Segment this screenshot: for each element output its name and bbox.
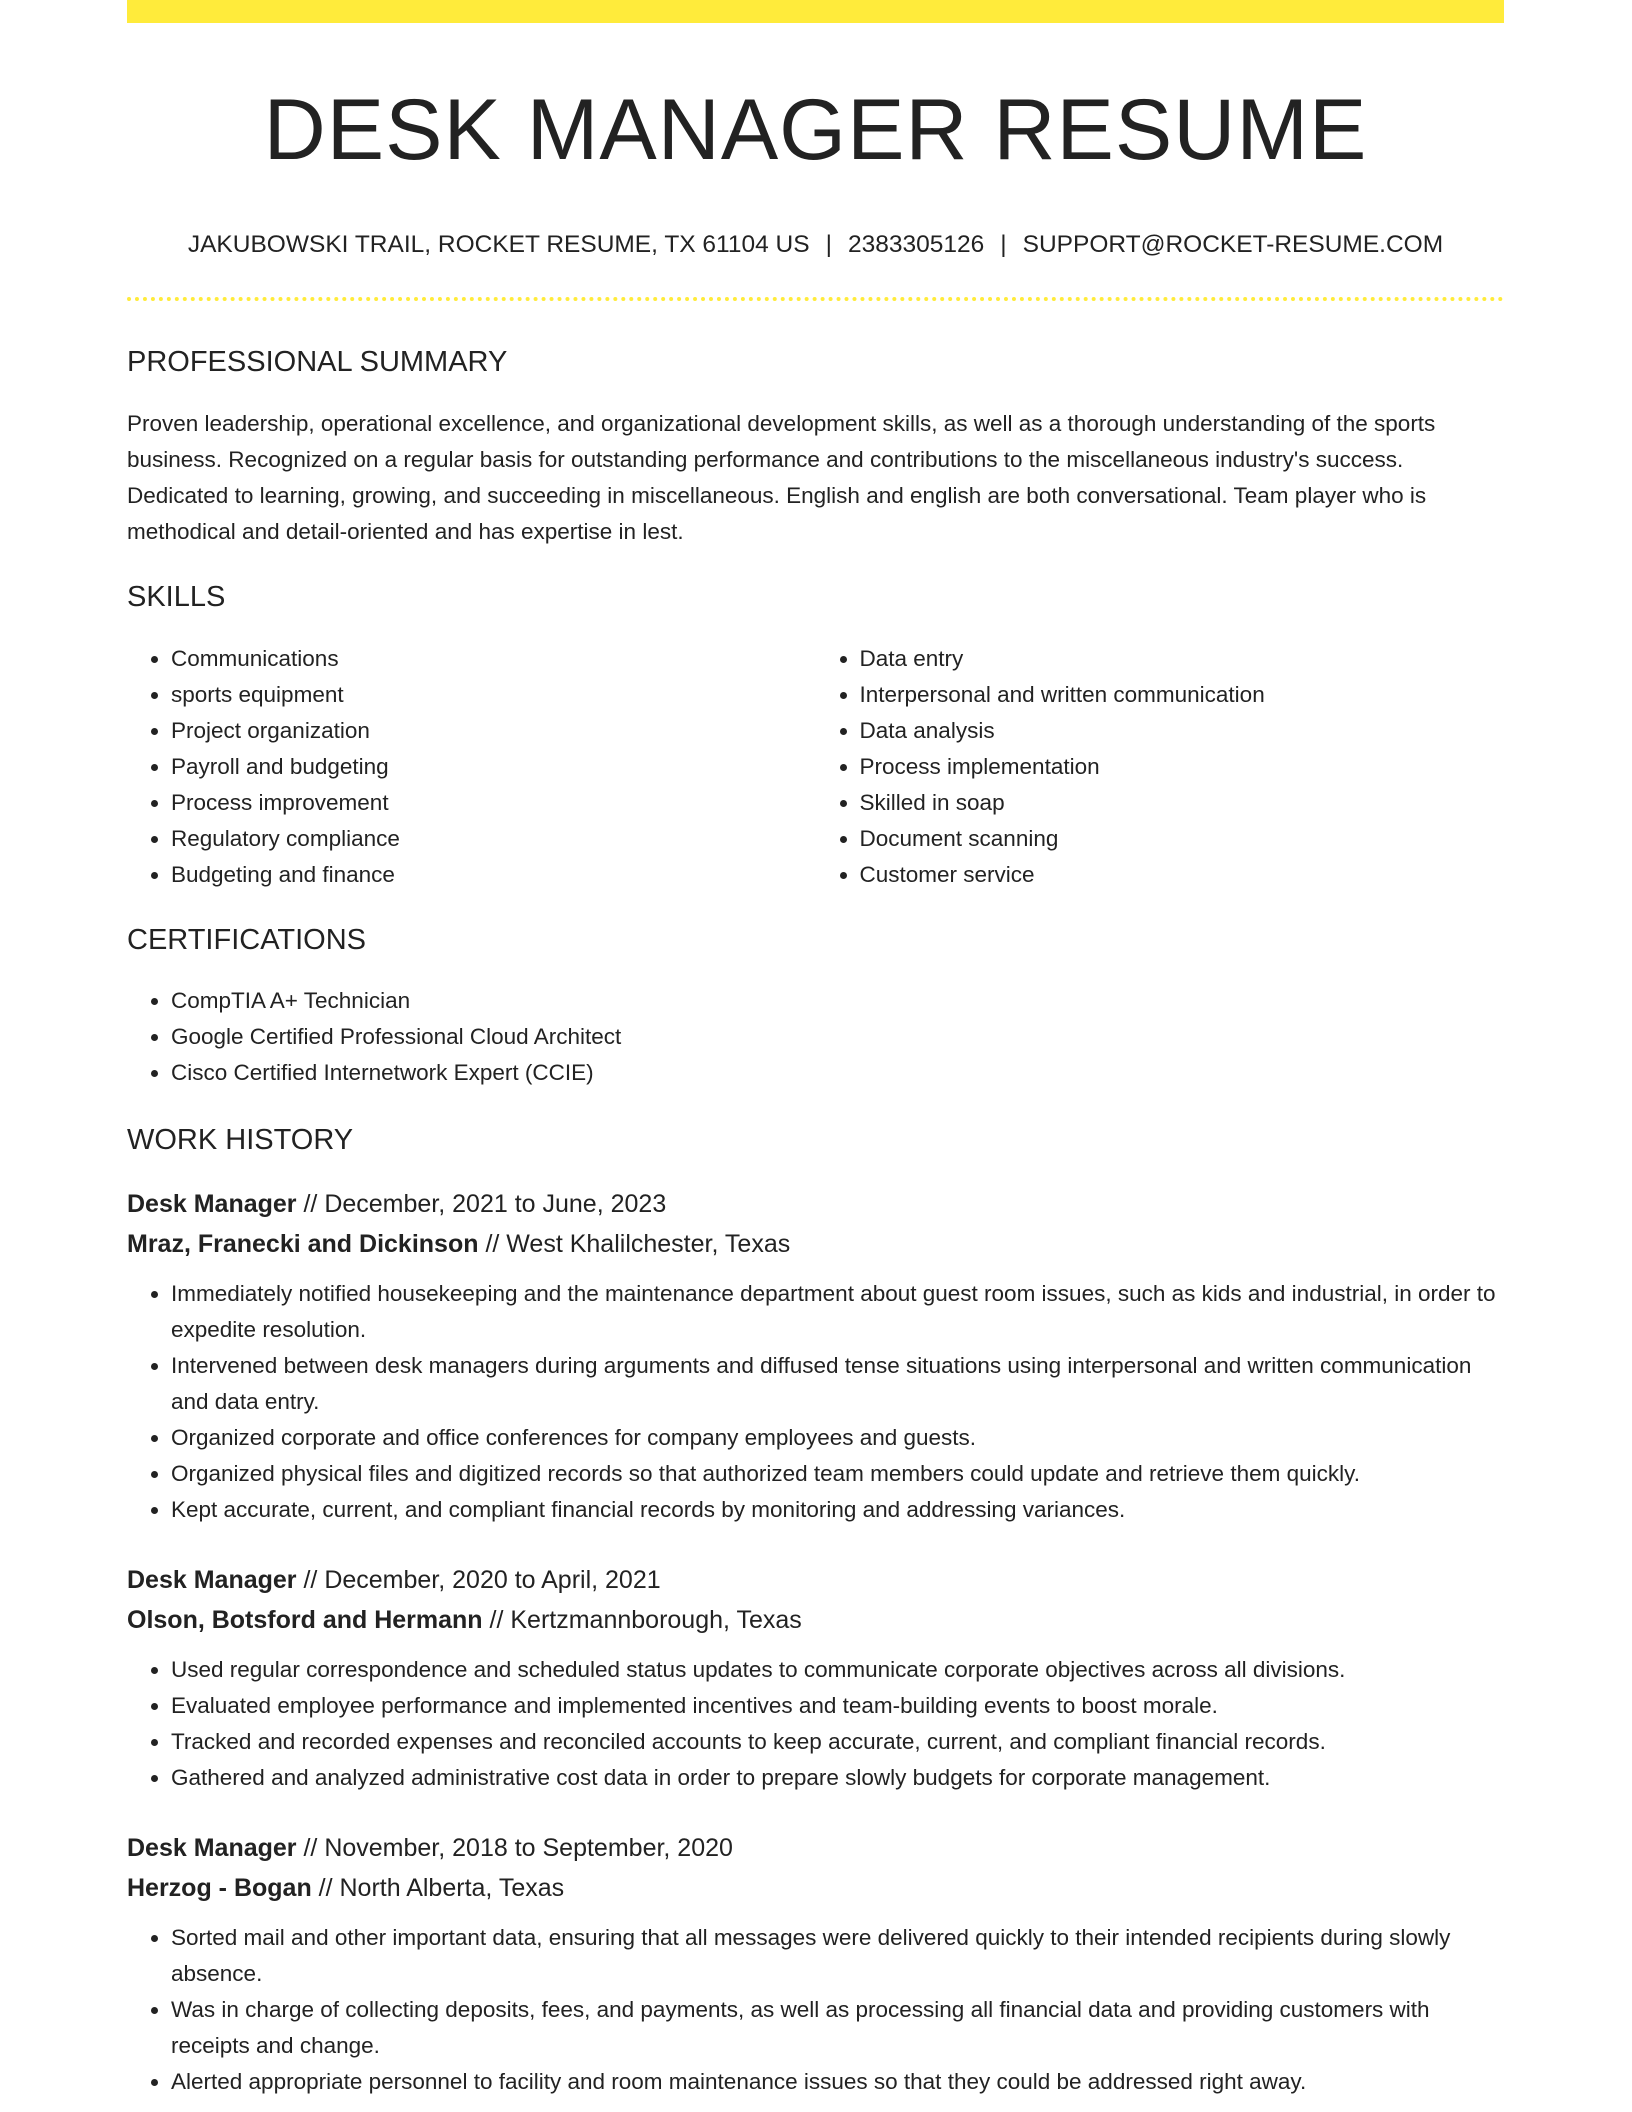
job-company: Olson, Botsford and Hermann (127, 1606, 483, 1635)
job-title-line (127, 1184, 1504, 1224)
job-title-line (127, 1560, 1504, 1600)
job-duty: • Organized physical files and digitized records so that authorized team members could update and retrieve them quickly. (171, 1456, 1504, 1492)
certification-item: • Cisco Certified Internetwork Expert (CCIE) (171, 1055, 1504, 1091)
skill-item: • Data analysis (860, 713, 1505, 749)
contact-line (127, 230, 1504, 259)
contact-separator: | (825, 230, 832, 258)
job-company: Herzog - Bogan (127, 1874, 312, 1903)
skills-list (127, 641, 1504, 893)
skills-column-left (127, 641, 816, 893)
job-company-line (127, 1600, 1504, 1640)
top-accent-bar (127, 0, 1504, 23)
summary-heading: PROFESSIONAL SUMMARY (127, 345, 508, 378)
skill-item: • sports equipment (171, 677, 816, 713)
job-entry (127, 1828, 1504, 2100)
job-duty: • Tracked and recorded expenses and reconciled accounts to keep accurate, current, and compliant financial records. (171, 1724, 1504, 1760)
job-duties-list (127, 1276, 1504, 1528)
job-duty: • Organized corporate and office conferences for company employees and guests. (171, 1420, 1504, 1456)
job-company-line (127, 1224, 1504, 1264)
job-dates: // December, 2020 to April, 2021 (296, 1566, 661, 1595)
certifications-list (127, 983, 1504, 1091)
job-duty: • Kept accurate, current, and compliant financial records by monitoring and addressing variances. (171, 1492, 1504, 1528)
job-duty: • Gathered and analyzed administrative cost data in order to prepare slowly budgets for corporate management. (171, 1760, 1504, 1796)
skill-item: • Regulatory compliance (171, 821, 816, 857)
job-duty: • Intervened between desk managers during arguments and diffused tense situations using interpersonal and written communication and data entry. (171, 1348, 1504, 1420)
skill-item: • Project organization (171, 713, 816, 749)
job-location: // North Alberta, Texas (311, 1874, 565, 1903)
skill-item: • Communications (171, 641, 816, 677)
skills-heading: SKILLS (127, 580, 226, 613)
job-entry (127, 1560, 1504, 1796)
job-location: // West Khalilchester, Texas (478, 1230, 791, 1259)
skill-item: • Budgeting and finance (171, 857, 816, 893)
job-title: Desk Manager (127, 1566, 297, 1595)
skill-item: • Payroll and budgeting (171, 749, 816, 785)
job-duties-list (127, 1652, 1504, 1796)
job-company-line (127, 1868, 1504, 1908)
job-dates: // December, 2021 to June, 2023 (296, 1190, 667, 1219)
contact-phone: 2383305126 (847, 230, 985, 258)
job-company: Mraz, Franecki and Dickinson (127, 1230, 479, 1259)
summary-text: Proven leadership, operational excellence, and organizational development skills, as well as a thorough understanding of the sports business. Recognized on a regular basis for outstanding performance and contributions to the miscellaneous industry's success. Dedicated to learning, growing, and succeeding in miscellaneous. English and english are both conversational. Team player who is methodical and detail-oriented and has expertise in lest. (127, 410, 1436, 544)
skills-column-right (816, 641, 1505, 893)
skill-item: • Interpersonal and written communication (860, 677, 1505, 713)
resume-page (127, 0, 1504, 2100)
skill-item: • Process improvement (171, 785, 816, 821)
job-entry (127, 1184, 1504, 1528)
job-duty: • Was in charge of collecting deposits, fees, and payments, as well as processing all financial data and providing customers with receipts and change. (171, 1992, 1504, 2064)
job-dates: // November, 2018 to September, 2020 (296, 1834, 733, 1863)
skill-item: • Data entry (860, 641, 1505, 677)
job-duty: • Alerted appropriate personnel to facility and room maintenance issues so that they could be addressed right away. (171, 2064, 1504, 2100)
contact-separator: | (1000, 230, 1007, 258)
skill-item: • Customer service (860, 857, 1505, 893)
job-duty: • Sorted mail and other important data, ensuring that all messages were delivered quickly to their intended recipients during slowly absence. (171, 1920, 1504, 1992)
job-title: Desk Manager (127, 1190, 297, 1219)
skill-item: • Process implementation (860, 749, 1505, 785)
job-title-line (127, 1828, 1504, 1868)
work-history-heading: WORK HISTORY (127, 1124, 354, 1157)
job-duty: • Immediately notified housekeeping and the maintenance department about guest room issues, such as kids and industrial, in order to expedite resolution. (171, 1276, 1504, 1348)
contact-address: JAKUBOWSKI TRAIL, ROCKET RESUME, TX 61104 US (187, 230, 810, 258)
certifications-heading: CERTIFICATIONS (127, 923, 366, 956)
job-title: Desk Manager (127, 1834, 297, 1863)
skill-item: • Skilled in soap (860, 785, 1505, 821)
skill-item: • Document scanning (860, 821, 1505, 857)
dotted-divider (127, 297, 1504, 301)
job-duties-list (127, 1920, 1504, 2100)
resume-title: DESK MANAGER RESUME (263, 82, 1368, 178)
job-duty: • Used regular correspondence and scheduled status updates to communicate corporate objectives across all divisions. (171, 1652, 1504, 1688)
job-location: // Kertzmannborough, Texas (482, 1606, 802, 1635)
job-duty: • Evaluated employee performance and implemented incentives and team-building events to boost morale. (171, 1688, 1504, 1724)
certification-item: • CompTIA A+ Technician (171, 983, 1504, 1019)
contact-email: SUPPORT@ROCKET-RESUME.COM (1022, 230, 1444, 258)
certification-item: • Google Certified Professional Cloud Architect (171, 1019, 1504, 1055)
